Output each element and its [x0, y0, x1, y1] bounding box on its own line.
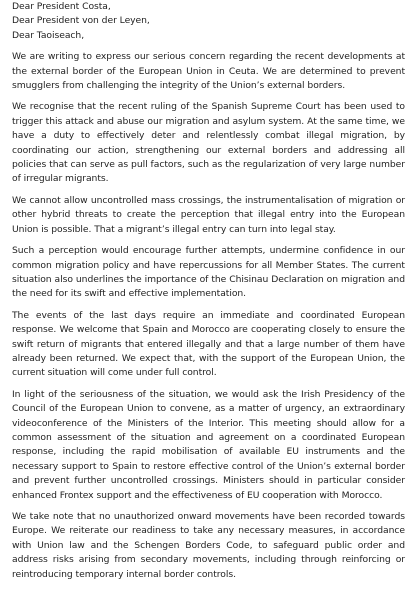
- salutation-block: [12, 0, 405, 43]
- paragraph-supreme-court-ruling: We recognise that the recent ruling of the Spanish Supreme Court has been used to trigger this attack and abuse our migration and asylum system. At the same time, we have a duty to effectively deter and relentlessly combat illegal migration, by coordinating our action, strengthening our external borders and addressing all policies that can serve as pull factors, such as the regularization of very large number of irregular migrants.: [12, 101, 405, 185]
- letter-body: [12, 0, 405, 582]
- paragraph-videoconference-request: In light of the seriousness of the situation, we would ask the Irish Presidency of the Council of the European Union to convene, as a matter of urgency, an extraordinary videoconference of the Ministers of the Interior. This meeting should allow for a common assessment of the situation and agreement on a coordinated European response, including the rapid mobilisation of available EU instruments and the necessary support to Spain to restore effective control of the Union’s external border and prevent further uncontrolled crossings. Ministers should in particular consider enhanced Frontex support and the effectiveness of EU cooperation with Morocco.: [12, 388, 405, 501]
- paragraph-perception-consequences: Such a perception would encourage further attempts, undermine confidence in our common migration policy and have repercussions for all Member States. The current situation also underlines the importance of the Chisinau Declaration on migration and the need for its swift and effective implementation.: [12, 245, 405, 300]
- salutation-line-von-der-leyen: Dear President von der Leyen,: [12, 15, 150, 27]
- salutation-line-costa: Dear President Costa,: [12, 1, 111, 12]
- paragraph-uncontrolled-crossings: We cannot allow uncontrolled mass crossings, the instrumentalisation of migration or other hybrid threats to create the perception that illegal entry into the European Union is possible. That a migrant’s illegal entry can turn into legal stay.: [12, 194, 405, 235]
- paragraph-coordinated-response: The events of the last days require an immediate and coordinated European response. We welcome that Spain and Morocco are cooperating closely to ensure the swift return of migrants that entered illegally and that a large number of them have already been returned. We expect that, with the support of the European Union, the current situation will come under full control.: [12, 309, 405, 379]
- paragraph-onward-movements: We take note that no unauthorized onward movements have been recorded towards Europe. We reiterate our readiness to take any necessary measures, in accordance with Union law and the Schengen Borders Code, to safeguard public order and address risks arising from secondary movements, including through reinforcing or reintroducing temporary internal border controls.: [12, 511, 405, 580]
- salutation-line-taoiseach: Dear Taoiseach,: [12, 29, 85, 41]
- paragraph-ceuta-concern: We are writing to express our serious concern regarding the recent developments at the external border of the European Union in Ceuta. We are determined to prevent smugglers from challenging the integrity of the Union’s external borders.: [12, 51, 405, 92]
